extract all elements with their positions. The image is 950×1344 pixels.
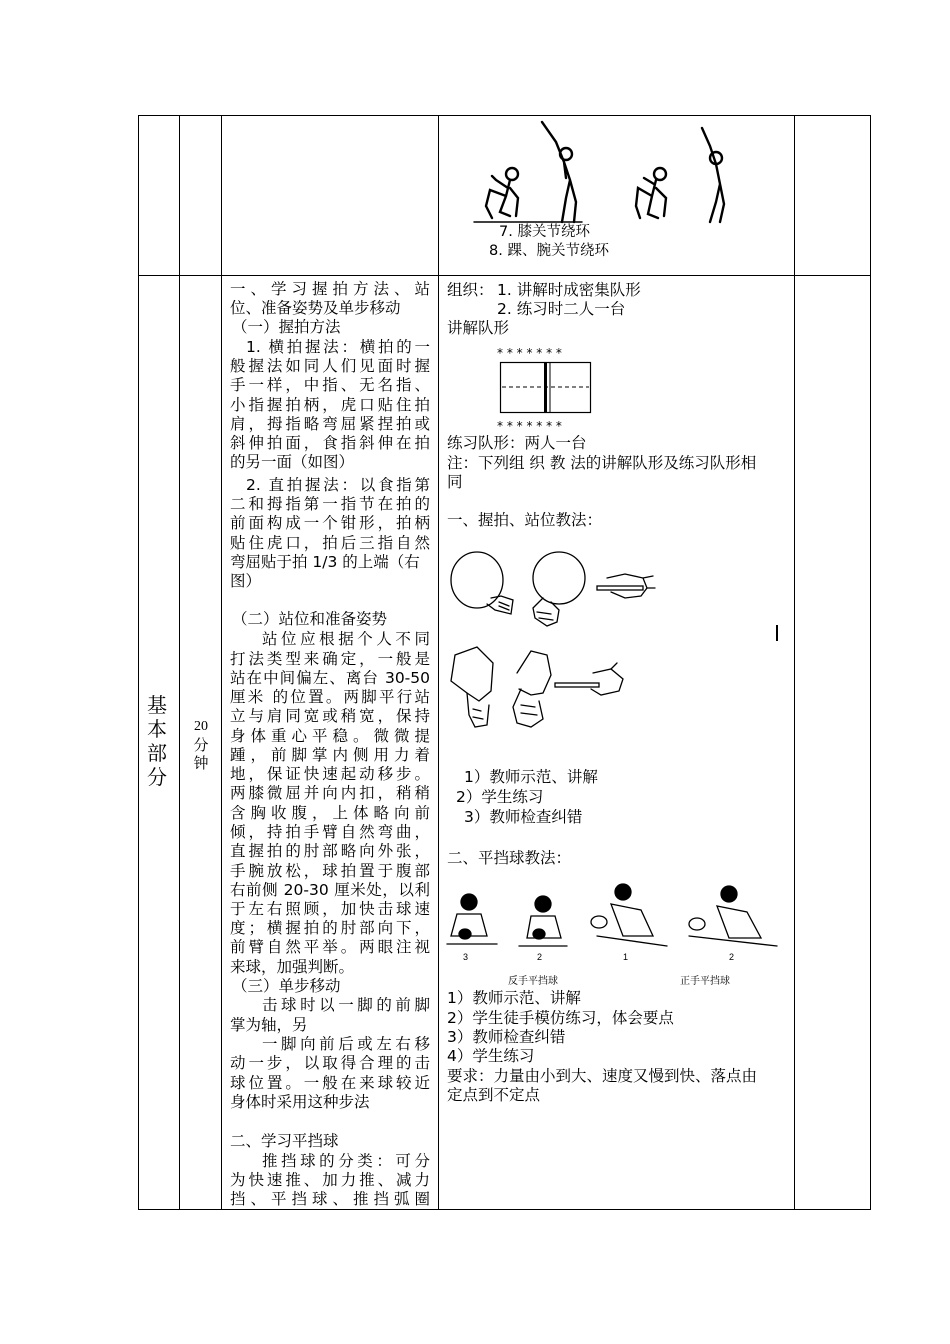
stance-line: 两膝微屈并向内扣，稍稍 xyxy=(230,784,430,802)
section-label: 基 本 部 分 xyxy=(147,693,167,789)
requirement: 要求：力量由小到大、速度又慢到快、落点由 xyxy=(447,1067,758,1085)
shakehand-grip-illustration xyxy=(447,548,657,638)
stance-line: 踵，前脚掌内侧用力着 xyxy=(230,746,430,764)
block-fig-caption-backhand: 反手平挡球 xyxy=(508,976,558,987)
content-title-line2: 位、准备姿势及单步移动 xyxy=(230,299,401,317)
table-border-top xyxy=(138,115,871,116)
horizontal-grip-line: 1. 横拍握法：横拍的一 xyxy=(246,338,430,356)
duration: 20 分 钟 xyxy=(193,719,209,772)
table-divider-1 xyxy=(179,115,180,1210)
grip-step: 3）教师检查纠错 xyxy=(464,808,583,826)
horizontal-grip-line: 斜伸拍面，食指斜伸在拍 xyxy=(230,434,430,452)
caption-knee-circle: 7. 膝关节绕环 xyxy=(499,224,590,240)
content-title: 一、学习握拍方法、站 xyxy=(230,280,430,298)
step-line: 动一步，以取得合理的击 xyxy=(230,1054,430,1072)
penhold-grip-line: 贴住虎口，拍后三指自然 xyxy=(230,534,430,552)
org-item-1: 1. 讲解时成密集队形 xyxy=(497,281,641,299)
block-method-heading: 二、平挡球教法： xyxy=(447,849,572,867)
step-line: 球位置。一般在来球较近 xyxy=(230,1074,430,1092)
stance-line: 于左右照顾，加快击球速 xyxy=(230,900,430,918)
block-fig-number: 2 xyxy=(729,952,735,962)
penhold-grip-line: 二和拇指第一指节在拍的 xyxy=(230,495,430,513)
stray-mark xyxy=(776,625,778,641)
block-step: 2）学生徒手模仿练习，体会要点 xyxy=(447,1009,674,1027)
block-fig-number: 2 xyxy=(537,952,543,962)
lecture-formation-label: 讲解队形 xyxy=(447,319,510,337)
table-row-divider xyxy=(138,275,871,276)
stance-line: 右前侧 20-30 厘米处，以利 xyxy=(230,881,430,899)
stance-line: 倾，持拍手臂自然弯曲， xyxy=(230,823,430,841)
grip-step: 1）教师示范、讲解 xyxy=(464,768,598,786)
grip-heading: （一）握拍方法 xyxy=(232,318,341,336)
block-fig-number: 3 xyxy=(463,952,469,962)
stance-line: 打法类型来确定，一般是 xyxy=(230,650,430,668)
penhold-grip-line: 2. 直拍握法：以食指第 xyxy=(246,476,430,494)
table-border-right xyxy=(870,115,871,1210)
horizontal-grip-line: 的另一面（如图） xyxy=(230,453,355,471)
step-heading: （三）单步移动 xyxy=(232,977,341,995)
stance-line: 度；横握拍的肘部向下， xyxy=(230,919,430,937)
block-step: 1）教师示范、讲解 xyxy=(447,989,581,1007)
stance-line: 身体重心平稳。微微提 xyxy=(230,727,430,745)
block-fig-caption-forehand: 正手平挡球 xyxy=(680,976,730,987)
stance-line: 含胸收腹，上体略向前 xyxy=(230,804,430,822)
stance-line: 厘米 的位置。两脚平行站 xyxy=(230,688,430,706)
horizontal-grip-line: 小指握拍柄，虎口贴住拍 xyxy=(230,396,430,414)
block-step: 3）教师检查纠错 xyxy=(447,1028,566,1046)
table-border-left xyxy=(138,115,139,1210)
stance-line: 来球，加强判断。 xyxy=(230,958,355,976)
table-divider-4 xyxy=(794,115,795,1210)
penhold-grip-line: 前面构成一个钳形，拍柄 xyxy=(230,514,430,532)
table-divider-2 xyxy=(221,115,222,1210)
stance-line: 手腕放松，球拍置于腹部 xyxy=(230,862,430,880)
penhold-grip-illustration xyxy=(447,645,637,745)
horizontal-grip-line: 般握法如同人们见面时握 xyxy=(230,357,430,375)
block-fig-number: 1 xyxy=(623,952,629,962)
stance-line: 地，保证快速起动移步。 xyxy=(230,765,430,783)
practice-formation: 练习队形：两人一台 xyxy=(447,434,587,452)
step-line: 一脚向前后或左右移 xyxy=(262,1035,430,1053)
formation-stars-bottom: * * * * * * * xyxy=(497,419,562,433)
joint-exercise-figures xyxy=(470,118,740,228)
penhold-grip-line: 弯屈贴于拍 1/3 的上端（右 xyxy=(230,553,420,571)
stance-line: 直握拍的肘部略向外张， xyxy=(230,842,430,860)
block-shot-illustration xyxy=(447,880,787,962)
block-line: 推挡球的分类：可分 xyxy=(262,1152,430,1170)
stance-line: 前臂自然平举。两眼注视 xyxy=(230,938,430,956)
formation-stars-top: * * * * * * * xyxy=(497,346,562,360)
stance-line: 站在中间偏左、离台 30-50 xyxy=(230,669,430,687)
step-line: 击球时以一脚的前脚 xyxy=(262,996,430,1014)
horizontal-grip-line: 肩，拇指略弯屈紧捏拍或 xyxy=(230,415,430,433)
caption-ankle-wrist-circle: 8. 踝、腕关节绕环 xyxy=(489,243,609,259)
block-step: 4）学生练习 xyxy=(447,1047,535,1065)
step-line: 身体时采用这种步法 xyxy=(230,1093,370,1111)
formation-note: 注：下列组 织 教 法的讲解队形及练习队形相 xyxy=(447,454,757,472)
penhold-grip-line: 图） xyxy=(230,572,262,590)
block-heading: 二、学习平挡球 xyxy=(230,1132,339,1150)
table-divider-3 xyxy=(438,115,439,1210)
grip-method-heading: 一、握拍、站位教法： xyxy=(447,511,603,529)
grip-step: 2）学生练习 xyxy=(456,788,544,806)
stance-line: 立与肩同宽或稍宽，保持 xyxy=(230,707,430,725)
step-line: 掌为轴，另 xyxy=(230,1016,308,1034)
block-line: 为快速推、加力推、减力 xyxy=(230,1171,430,1189)
table-border-bottom xyxy=(138,1209,871,1210)
block-line: 挡、平挡球、推挡弧圈 xyxy=(230,1190,430,1208)
requirement-line2: 定点到不定点 xyxy=(447,1086,541,1104)
org-item-2: 2. 练习时二人一台 xyxy=(497,300,626,318)
formation-note-line2: 同 xyxy=(447,473,463,491)
org-label: 组织： xyxy=(447,281,494,299)
stance-heading: （二）站位和准备姿势 xyxy=(232,610,388,628)
horizontal-grip-line: 手一样，中指、无名指、 xyxy=(230,376,430,394)
stance-line: 站位应根据个人不同 xyxy=(262,630,430,648)
table-tennis-table-diagram xyxy=(500,362,592,414)
